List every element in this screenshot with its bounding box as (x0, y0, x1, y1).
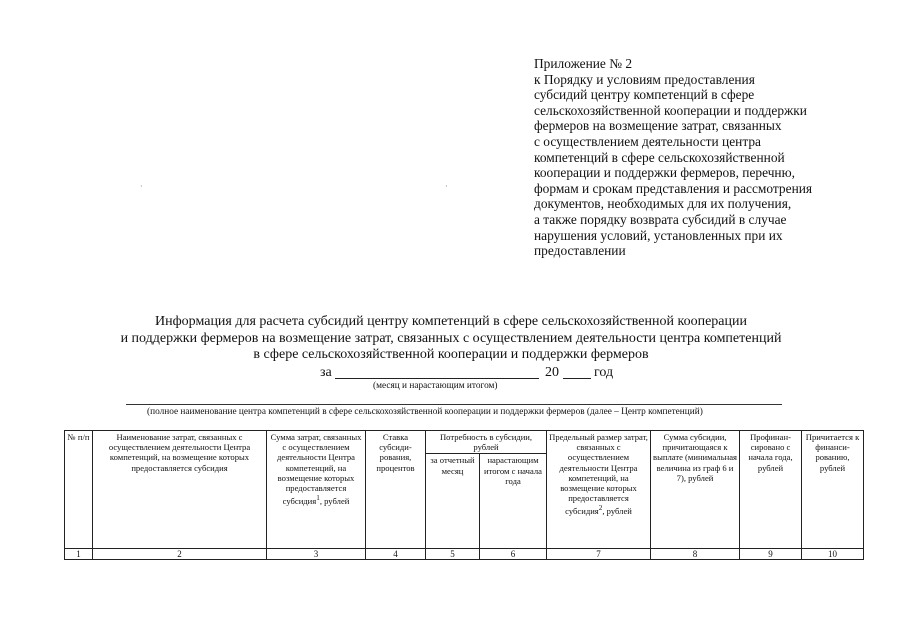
column-number: 8 (651, 549, 740, 560)
column-number: 7 (547, 549, 651, 560)
appendix-line: кооперации и поддержки фермеров, перечню, (534, 165, 795, 181)
subsidy-table (64, 430, 864, 560)
appendix-line: Приложение № 2 (534, 56, 633, 71)
scan-speck: · (445, 182, 448, 191)
table-header-row (65, 431, 864, 454)
appendix-line: сельскохозяйственной кооперации и поддержки (534, 102, 807, 118)
header-cell: Ставка субсиди-рования, процентов (366, 431, 426, 549)
column-numbers-row (65, 549, 864, 560)
appendix-line: а также порядку возврата субсидий в случае (534, 211, 787, 227)
appendix-line: с осуществлением деятельности центра (534, 133, 761, 149)
header-text: Предельный размер затрат, связанных с осуществлением деятельности Центра компетенций, на возмещение которых предоставляется субсидия (549, 432, 648, 517)
header-cell: Причитается к финанси-рованию, рублей (802, 431, 864, 549)
period-year-prefix: 20 (545, 365, 559, 380)
column-number: 6 (480, 549, 547, 560)
column-number: 2 (93, 549, 267, 560)
appendix-line: документов, необходимых для их получения, (534, 196, 792, 212)
header-cell: Профинан-сировано с начала года, рублей (740, 431, 802, 549)
appendix-line: фермеров на возмещение затрат, связанных (534, 118, 782, 134)
period-month-blank (335, 378, 539, 379)
column-number: 9 (740, 549, 802, 560)
period-caption: (месяц и нарастающим итогом) (373, 381, 498, 391)
title-line: Информация для расчета субсидий центру компетенций в сфере сельскохозяйственной кооперации (155, 314, 747, 329)
column-number: 10 (802, 549, 864, 560)
period-year-word: год (594, 365, 614, 380)
title-line: и поддержки фермеров на возмещение затрат, связанных с осуществлением деятельности центра компетенций (120, 330, 782, 346)
appendix-line: нарушения условий, установленных при их (534, 227, 783, 243)
column-number: 1 (65, 549, 93, 560)
center-name-line (126, 404, 782, 405)
header-text: Сумма затрат, связанных с осуществлением деятельности Центра компетенций, на возмещение которых предоставляется субсидия (270, 432, 362, 507)
header-cell: нарастающим итогом с начала года (480, 454, 547, 549)
column-number: 5 (426, 549, 480, 560)
center-name-caption: (полное наименование центра компетенций в сфере сельскохозяйственной кооперации и поддержки фермеров (далее – Центр компетенций) (147, 407, 703, 417)
appendix-line: формам и срокам представления и рассмотрения (534, 180, 813, 196)
column-number: 3 (267, 549, 366, 560)
footnote-mark: 1 (316, 494, 320, 503)
header-cell: Потребность в субсидии, рублей (426, 431, 547, 454)
appendix-line: субсидий центру компетенций в сфере (534, 87, 755, 103)
appendix-line: предоставлении (534, 243, 626, 259)
appendix-header (534, 56, 864, 259)
scan-speck: · (140, 182, 143, 191)
header-text: , рублей (602, 506, 632, 517)
column-number: 4 (366, 549, 426, 560)
header-cell: Сумма субсидии, причитающаяся к выплате (минимальная величина из граф 6 и 7), рублей (651, 431, 740, 549)
header-cell: за отчетный месяц (426, 454, 480, 549)
header-cell: № п/п (65, 431, 93, 549)
document-title (0, 314, 902, 364)
appendix-line: к Порядку и условиям предоставления (534, 71, 755, 87)
title-line: в сфере сельскохозяйственной кооперации и поддержки фермеров (253, 347, 649, 362)
header-text: , рублей (319, 496, 350, 507)
appendix-line: компетенций в сфере сельскохозяйственной (534, 149, 785, 165)
header-cell (547, 431, 651, 549)
period-za: за (320, 365, 332, 380)
header-cell: Наименование затрат, связанных с осуществлением деятельности Центра компетенций, на возмещение которых предоставляется субсидия (93, 431, 267, 549)
footnote-mark: 2 (598, 504, 603, 513)
header-cell (267, 431, 366, 549)
period-year-blank (563, 378, 591, 379)
